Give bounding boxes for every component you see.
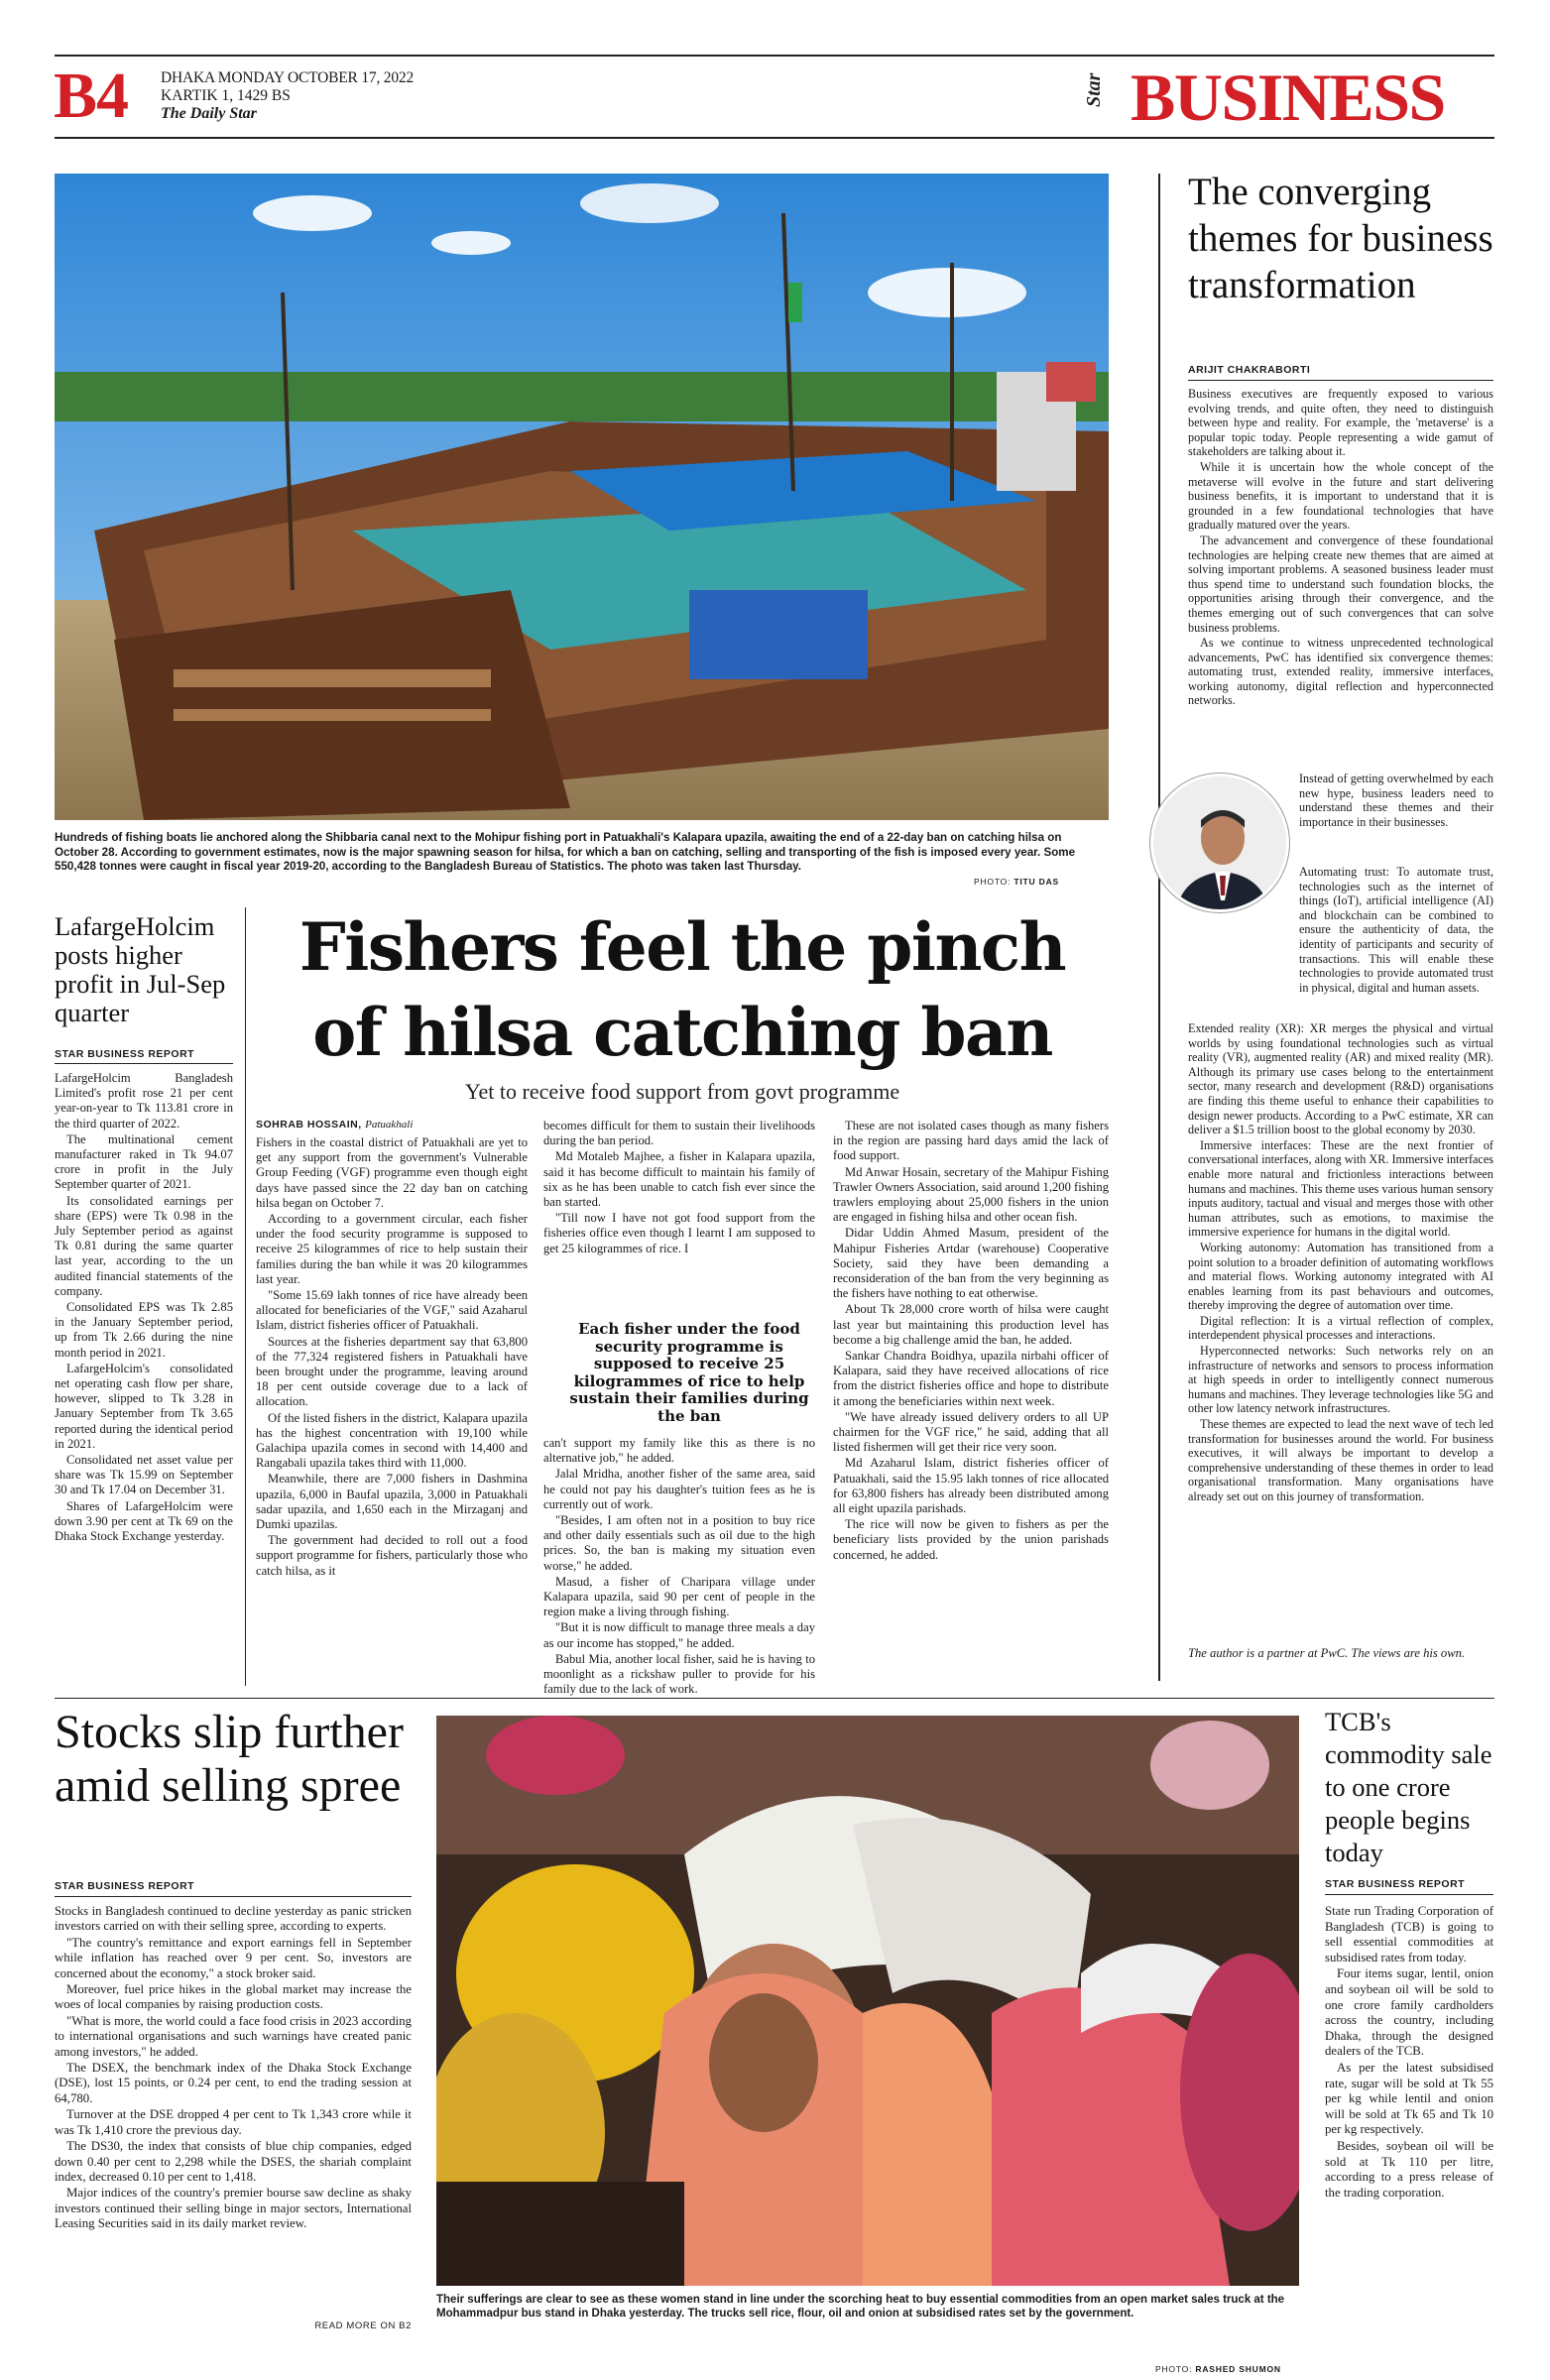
bangla-date: KARTIK 1, 1429 BS: [161, 87, 291, 104]
hilsa-paragraph: Sources at the fisheries department say that 63,800 of the 77,324 registered fishers in Patuakhali have been brought under the programme, leaving around 18 per cent outside coverage due to a lack of allocation.: [256, 1334, 528, 1409]
date-line: DHAKA MONDAY OCTOBER 17, 2022: [161, 69, 414, 86]
section-prefix: Star: [1083, 72, 1105, 107]
column-divider: [245, 907, 246, 1686]
opinion-paragraph: Digital reflection: It is a virtual reflection of complex, interdependent physical processes and interactions.: [1188, 1313, 1493, 1343]
opinion-paragraph: Automating trust: To automate trust, technologies such as the internet of things (IoT), artificial intelligence (AI) and blockchain can be combined to ensure the authenticity of data, the identity of participants and security of transactions. This will enable these technologies to provide automated trust in physical, digital and human assets.: [1299, 865, 1493, 995]
lafarge-byline: STAR BUSINESS REPORT: [55, 1048, 195, 1060]
photo-credit-label: PHOTO:: [1155, 2364, 1193, 2374]
headline-line-2: of hilsa catching ban: [312, 994, 1052, 1071]
tcb-body: [1325, 1904, 1493, 2202]
tcb-byline: STAR BUSINESS REPORT: [1325, 1878, 1466, 1890]
hilsa-subhead: Yet to receive food support from govt programme: [464, 1079, 900, 1104]
tcb-photo-credit: [1155, 2364, 1281, 2374]
hilsa-photo: [55, 174, 1109, 820]
opinion-body-top: [1188, 387, 1493, 709]
hilsa-paragraph: The government had decided to roll out a food support programme for fishers, particularly those who catch hilsa, as it: [256, 1533, 528, 1578]
opinion-body-wrap: [1299, 772, 1493, 830]
hilsa-paragraph: "Till now I have not got food support from the fisheries office even though I learnt I am supposed to get 25 kilogrammes of rice. I: [543, 1211, 815, 1255]
hilsa-paragraph: Fishers in the coastal district of Patuakhali are yet to get any support from the government's Vulnerable Group Feeding (VGF) programme even though eight days have passed since the 22 day ban on catching hilsa began on October 7.: [256, 1135, 528, 1210]
hilsa-paragraph: "We have already issued delivery orders to all UP chairmen for the VGF rice," he said, adding that all listed fishermen will get their rice very soon.: [833, 1409, 1109, 1455]
top-rule: [55, 55, 1494, 57]
tcb-paragraph: Besides, soybean oil will be sold at Tk 110 per litre, according to a press release of the trading corporation.: [1325, 2138, 1493, 2200]
tcb-rule: [1325, 1894, 1493, 1895]
byline-place: Patuakhali: [365, 1119, 414, 1130]
hilsa-column-3: [833, 1119, 1109, 1564]
hilsa-photo-caption: Hundreds of fishing boats lie anchored along the Shibbaria canal next to the Mohipur fishing port in Patuakhali's Kalapara upazila, awaiting the end of a 22-day ban on catching hilsa on October 28. According to government estimates, now is the major spawning season for hilsa, for which a ban on catching, selling and transporting of the fish is imposed every year. Some 550,428 tonnes were caught in fiscal year 2019-20, according to the Bangladesh Bureau of Statistics. The photo was taken last Thursday.: [55, 831, 1076, 873]
byline-name: SOHRAB HOSSAIN,: [256, 1119, 362, 1130]
opinion-paragraph: Extended reality (XR): XR merges the physical and virtual worlds by using foundational technologies such as virtual reality (VR), augmented reality (AR) and mixed reality (MR). Although its primary use cases belong to the entertainment sector, many research and development (R&D) organisations are finding this theme useful to enhance their capabilities to design newer products. According to a PwC estimate, XR can deliver a $1.5 trillion boost to the global economy by 2030.: [1188, 1021, 1493, 1137]
tcb-photo: [436, 1716, 1299, 2286]
fishing-boats-image: [55, 174, 1109, 820]
opinion-paragraph: As we continue to witness unprecedented technological advancements, PwC has identified six convergence themes: automating trust, extended reality, immersive interfaces, working autonomy, digital reflection and hyperconnected networks.: [1188, 636, 1493, 708]
stocks-byline: STAR BUSINESS REPORT: [55, 1880, 195, 1892]
hilsa-paragraph: Of the listed fishers in the district, Kalapara upazila has the highest concentration with 19,100 while Galachipa upazila comes in second with 14,400 and Rangabali upazila takes third with 11,000.: [256, 1410, 528, 1471]
opinion-author: ARIJIT CHAKRABORTI: [1188, 364, 1311, 376]
paper-logo: The Daily Star: [161, 105, 257, 122]
lafarge-paragraph: LafargeHolcim's consolidated net operating cash flow per share, however, slipped to Tk 3.28 in January September from Tk 3.65 reported during the identical period in 2021.: [55, 1361, 233, 1451]
lafarge-headline[interactable]: LafargeHolcim posts higher profit in Jul-Sep quarter: [55, 911, 226, 1027]
hilsa-paragraph: becomes difficult for them to sustain their livelihoods during the ban period.: [543, 1119, 815, 1148]
hilsa-paragraph: Masud, a fisher of Charipara village under Kalapara upazila, said 90 per cent of people in the region make a living through fishing.: [543, 1574, 815, 1619]
hilsa-paragraph: These are not isolated cases though as many fishers in the region are passing hard days amid the lack of food support.: [833, 1119, 1109, 1163]
opinion-divider: [1158, 174, 1160, 1681]
lafarge-paragraph: The multinational cement manufacturer raked in Tk 94.07 crore in profit in the July September quarter of 2021.: [55, 1131, 233, 1192]
lafarge-paragraph: LafargeHolcim Bangladesh Limited's profit rose 21 per cent year-on-year to Tk 113.81 crore in the third quarter of 2022.: [55, 1071, 233, 1130]
lafarge-paragraph: Its consolidated earnings per share (EPS) were Tk 0.98 in the July September period as against Tk 0.81 during the same quarter last year, according to the un audited financial statements of the company.: [55, 1193, 233, 1298]
stocks-body: [55, 1904, 412, 2233]
opinion-paragraph: Instead of getting overwhelmed by each new hype, business leaders need to understand these themes and their importance in their businesses.: [1299, 772, 1493, 829]
lafarge-paragraph: Shares of LafargeHolcim were down 3.90 per cent at Tk 69 on the Dhaka Stock Exchange yesterday.: [55, 1498, 233, 1544]
photo-credit-name: RASHED SHUMON: [1195, 2364, 1281, 2374]
pull-quote: Each fisher under the food security programme is supposed to receive 25 kilogrammes of rice to help sustain their families during the ban: [569, 1320, 809, 1425]
hilsa-paragraph: "Some 15.69 lakh tonnes of rice have already been allocated for beneficiaries of the VGF," said Azaharul Islam, district fisheries officer of Patuakhali.: [256, 1288, 528, 1333]
hilsa-paragraph: About Tk 28,000 crore worth of hilsa were caught last year but maintaining this production level has become a big challenge amid the ban, he added.: [833, 1302, 1109, 1347]
hilsa-paragraph: The rice will now be given to fishers as per the beneficiary lists provided by the union parishads concerned, he added.: [833, 1517, 1109, 1562]
hilsa-byline: [256, 1119, 413, 1130]
tcb-photo-caption: Their sufferings are clear to see as these women stand in line under the scorching heat to buy essential commodities from an open market sales truck at the Mohammadpur bus stand in Dhaka yesterday. The trucks sell rice, flour, oil and onion at subsidised rates set by the government.: [436, 2294, 1285, 2320]
hilsa-headline[interactable]: [256, 904, 1109, 1075]
opinion-paragraph: While it is uncertain how the whole concept of the metaverse will evolve in the future and start delivering business benefits, it is important to understand that it is grounded in a few foundational technologies that have gradually matured over the years.: [1188, 459, 1493, 533]
opinion-paragraph: Immersive interfaces: These are the next frontier of conversational interfaces, along with XR. Immersive interfaces enable more natural and frictionless interactions between humans and machines. This theme uses various human sensory inputs auditory, tactual and visual and merges those with other human attributes, such as emotions, to maximise the immersive experience for humans in the digital world.: [1188, 1137, 1493, 1240]
stocks-paragraph: The DS30, the index that consists of blue chip companies, edged down 0.40 per cent to 2,298 while the DSES, the shariah complaint index, decreased 0.10 per cent to 1,418.: [55, 2139, 412, 2184]
hilsa-paragraph: Md Motaleb Majhee, a fisher in Kalapara upazila, said it has become difficult to maintain his family of six as he has been unable to catch fish ever since the ban started.: [543, 1149, 815, 1210]
masthead-rule: [55, 137, 1494, 139]
opinion-paragraph: Hyperconnected networks: Such networks rely on an infrastructure of networks and sensors to process information at high speeds in order to intelligently connect numerous humans and machines. They leverage technologies like 5G and other low latency network infrastructures.: [1188, 1344, 1493, 1416]
lafarge-paragraph: Consolidated net asset value per share was Tk 15.99 on September 30 and Tk 17.04 on December 31.: [55, 1453, 233, 1497]
stocks-rule: [55, 1896, 412, 1897]
lafarge-body: [55, 1071, 233, 1545]
hilsa-paragraph: Md Anwar Hosain, secretary of the Mahipur Fishing Trawler Owners Association, said around 1,200 fishing trawlers employing about 25,000 fishers in the union are engaged in fishing hilsa and other ocean fish.: [833, 1164, 1109, 1225]
tcb-headline[interactable]: TCB's commodity sale to one crore people begins today: [1325, 1707, 1492, 1867]
opinion-body-rest: [1188, 1021, 1493, 1505]
hilsa-paragraph: Jalal Mridha, another fisher of the same area, said he could not pay his daughter's tuition fees as he is currently out of work.: [543, 1467, 815, 1511]
lafarge-paragraph: Consolidated EPS was Tk 2.85 in the January September period, up from Tk 2.66 during the nine month period in 2021.: [55, 1300, 233, 1360]
women-queue-image: [436, 1716, 1299, 2286]
hilsa-photo-credit: [974, 877, 1059, 887]
mid-page-rule: [55, 1698, 1494, 1699]
hilsa-paragraph: "But it is now difficult to manage three meals a day as our income has stopped," he added.: [543, 1620, 815, 1650]
hilsa-column-2-bottom: [543, 1436, 815, 1698]
section-title: BUSINESS: [1131, 60, 1445, 135]
tcb-paragraph: As per the latest subsidised rate, sugar will be sold at Tk 55 per kg while lentil and onion will be sold at Tk 65 and Tk 10 per kg respectively.: [1325, 2060, 1493, 2137]
photo-credit-name: TITU DAS: [1013, 877, 1059, 887]
opinion-footnote: The author is a partner at PwC. The views are his own.: [1188, 1646, 1466, 1660]
stocks-paragraph: The DSEX, the benchmark index of the Dhaka Stock Exchange (DSE), lost 15 points, or 0.24 per cent, to end the trading session at 64,780.: [55, 2061, 412, 2105]
headline-line-1: Fishers feel the pinch: [298, 908, 1066, 986]
tcb-paragraph: State run Trading Corporation of Bangladesh (TCB) is going to sell essential commodities at subsidised rates from today.: [1325, 1904, 1493, 1964]
opinion-paragraph: Business executives are frequently exposed to various evolving trends, and quite often, they need to distinguish between hype and reality. For example, the 'metaverse' is a popular topic today. People representing a wide gamut of stakeholders are talking about it.: [1188, 387, 1493, 459]
opinion-paragraph: These themes are expected to lead the next wave of tech led transformation for businesses around the world. For business executives, it will always be important to develop a comprehensive understanding of these themes in order to lead organisational transformation. Many organisations have already set out on this journey of transformation.: [1188, 1417, 1493, 1503]
hilsa-paragraph: Sankar Chandra Boidhya, upazila nirbahi officer of Kalapara, said they have received allocations of rice from the district fisheries office and hope to distribute it among the beneficiaries within next week.: [833, 1349, 1109, 1408]
photo-credit-label: PHOTO:: [974, 877, 1012, 887]
stocks-paragraph: Stocks in Bangladesh continued to decline yesterday as panic stricken investors carried on with their selling spree, according to experts.: [55, 1904, 412, 1934]
stocks-paragraph: "The country's remittance and export earnings fell in September while inflation has reached over 9 per cent. So, investors are concerned about the economy," a stock broker said.: [55, 1935, 412, 1980]
tcb-paragraph: Four items sugar, lentil, onion and soybean oil will be sold to one crore family cardholders across the country, including Dhaka, through the designed dealers of the TCB.: [1325, 1966, 1493, 2059]
hilsa-paragraph: can't support my family like this as there is no alternative job," he added.: [543, 1436, 815, 1466]
stocks-paragraph: Turnover at the DSE dropped 4 per cent to Tk 1,343 crore while it was Tk 1,410 crore the previous day.: [55, 2107, 412, 2137]
stocks-headline[interactable]: Stocks slip further amid selling spree: [55, 1706, 404, 1812]
lafarge-rule: [55, 1063, 233, 1064]
hilsa-column-2-top: [543, 1119, 815, 1257]
stocks-paragraph: Moreover, fuel price hikes in the global market may increase the woes of local companies by raising production costs.: [55, 1982, 412, 2012]
hilsa-paragraph: According to a government circular, each fisher under the food security programme is supposed to receive 25 kilogrammes of rice to help sustain their families during the ban while it was 20 kilogrammes last year.: [256, 1212, 528, 1286]
stocks-paragraph: "What is more, the world could a face food crisis in 2023 according to international organisations and such warnings have created panic among investors," he added.: [55, 2013, 412, 2059]
hilsa-paragraph: Md Azaharul Islam, district fisheries officer of Patuakhali, said the 15.95 lakh tonnes of rice allocated for 63,800 fishers has already been distributed among all eight upazila parishads.: [833, 1456, 1109, 1516]
opinion-paragraph: The advancement and convergence of these foundational technologies are helping create new themes that are aimed at solving important problems. A seasoned business leader must thus spend time to understand such foundation blocks, the opportunities arising through their convergence, and the themes emerging out of such convergences that can solve business problems.: [1188, 533, 1493, 635]
stocks-paragraph: Major indices of the country's premier bourse saw decline as shaky investors continued their selling binge in major sectors, International Leasing Securities said in its daily market review.: [55, 2186, 412, 2231]
opinion-body-bottom: [1188, 865, 1493, 996]
hilsa-paragraph: "Besides, I am often not in a position to buy rice and other daily essentials such as oil due to the high prices. So, the ban is making my situation even worse," he added.: [543, 1513, 815, 1573]
opinion-rule: [1188, 380, 1493, 381]
hilsa-paragraph: Didar Uddin Ahmed Masum, president of the Mahipur Fisheries Artdar (warehouse) Cooperative Society, said they have been demanding a reconsideration of the ban from the very beginning as the fishers have nothing to eat otherwise.: [833, 1226, 1109, 1301]
opinion-headline[interactable]: The converging themes for business transformation: [1188, 171, 1493, 306]
hilsa-paragraph: Babul Mia, another local fisher, said he is having to moonlight as a rickshaw puller to provide for his family due to the lack of work.: [543, 1651, 815, 1697]
read-more-link[interactable]: READ MORE ON B2: [314, 2320, 412, 2331]
opinion-paragraph: Working autonomy: Automation has transitioned from a point solution to a broader definition of automating workflows and material flows. Working autonomy integrated with AI enables learning from its past behaviours and outcomes, thereby improving the degree of automation over time.: [1188, 1240, 1493, 1313]
hilsa-column-1: [256, 1135, 528, 1580]
hilsa-paragraph: Meanwhile, there are 7,000 fishers in Dashmina upazila, 6,000 in Baufal upazila, 3,000 in Patuakhali sadar upazila, and 1,650 each in the Mirzaganj and Dumki upazilas.: [256, 1472, 528, 1532]
page-number: B4: [54, 60, 129, 132]
